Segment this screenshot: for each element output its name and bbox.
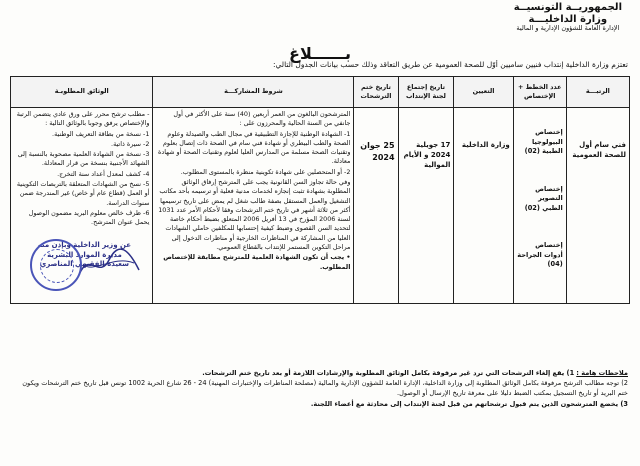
- header-conditions: شروط المشاركـــة: [153, 77, 354, 108]
- header-committee-date: تاريخ إجتماع لجنة الإنتداب: [398, 77, 454, 108]
- cell-specialties: [513, 108, 566, 304]
- specialty-biology: إختصاص البيولوجيا الطبية (02): [524, 128, 563, 156]
- notes-title: ملاحظات هامة :: [576, 369, 628, 377]
- signature-line: مديرة الموارد البشرية: [47, 250, 122, 259]
- cell-assignment: [454, 108, 513, 304]
- signature-line: سعيدة الفقيهي المناصري: [39, 260, 130, 269]
- notes-section: [12, 368, 628, 409]
- committee-date-text: 17 جويلية 2024 و الأيام الموالية: [403, 141, 451, 170]
- official-seal-icon: [30, 239, 82, 291]
- notes-line: [12, 368, 628, 378]
- intro-text: تعتزم وزارة الداخلية إنتداب فنيين ساميين أوّل للصحة العمومية عن طريق التعاقد وذلك حسب بيانات الجدول التالي:: [273, 60, 628, 69]
- condition-item: 2- أو المتحصلين على شهادة تكوينية منظرة بالمستوى المطلوب.: [180, 167, 351, 176]
- document-item: 2- سيرة ذاتية.: [111, 139, 150, 148]
- specialty-surgical-tools: إختصاص أدوات الجراحة (04): [517, 241, 563, 269]
- condition-item: • يجب أن تكون الشهادة العلمية للمترشح مطابقة للإختصاص المطلوب.: [163, 253, 351, 271]
- table-header-row: [11, 77, 630, 108]
- header-rank: الرتبـــة: [566, 77, 629, 108]
- handwritten-signature: [74, 245, 144, 285]
- signature-line: عن وزير الداخلية وبإذن منه: [37, 241, 132, 250]
- document-item: - مطلب ترشح محرر على ورق عادي يتضمن الرتبة والإختصاص يرفق وجوبا بالوثائق التالية :: [16, 110, 150, 128]
- specialty-imaging: إختصاص التصوير الطبي (02): [524, 184, 563, 212]
- ministry-name: وزارة الداخليـــة: [528, 13, 608, 25]
- signature-block: [14, 235, 149, 301]
- republic-name: الجمهوريــة التونسيــة: [513, 2, 622, 13]
- cell-deadline: [354, 108, 398, 304]
- page-title: بــــــلاغ: [289, 44, 351, 63]
- document-item: 6- ظرف خالص معلوم البريد مضمون الوصول يحمل عنوان المترشح.: [28, 208, 150, 227]
- header-specialty: عدد الخطط + الإختصاص: [513, 77, 566, 108]
- condition-item: وفي حالة تجاوز السن القانونية يجب على المترشح إرفاق الوثائق المطلوبة بشهادة تثبت إنجازه لخدمات مدنية فعلية أو ترسيمه بأحد مكاتب التشغيل والعمل المستقل بصفة طالب شغل لم يمض على تاريخ ترسيمها أكثر من ثلاثة أشهر في تاريخ ختم الترشحات وفقا لأحكام الأمر عدد 1031 لسنة 2006 المؤرخ في 13 أفريل 2006 المتعلق بضبط أحكام خاصة لتحديد السن القصوى وضبط كيفية إحتسابها للمكلفين حاملي الشهادات العليا من المشاركة في المناظرات الخارجية أو مناظرات الدخول إلى مراحل التكوين المستمر للإنتداب بالقطاع العمومي.: [158, 177, 351, 251]
- header-assignment: التعيين: [454, 77, 513, 108]
- header-deadline: تاريخ ختم الترشحات: [354, 77, 398, 108]
- document-item: 4- كشف لمعدل أعداد سنة التخرج.: [57, 169, 150, 178]
- document-item: 3- نسخة من الشهادة العلمية مصحوبة بالنسبة إلى الشهائد الأجنبية بنسخة من قرار المعادلة.: [17, 150, 150, 168]
- note-item: 3) يخضع المترشحون الذين يتم قبول ترشحاتهم من قبل لجنة الإنتداب إلى محادثة مع أعضاء اللجنة.: [310, 399, 628, 408]
- cell-documents: [11, 108, 153, 304]
- rank-text: فني سام أول للصحة العمومية: [572, 141, 626, 160]
- cell-rank: [566, 108, 629, 304]
- note-item: 2) توجه مطالب الترشح مرفوقة بكامل الوثائق المطلوبة إلى وزارة الداخلية، الإدارة العامة للشؤون الإدارية والمالية (مصلحة المناظرات والإختبارات المهنية) 24 - 26 شارع الحرية 1002 تونس قبل تاريخ ختم الترشحات ويكون ختم البريد أو تاريخ التسجيل بمكتب الضبط دليلا على معرفة تاريخ الإرسال أو الوصول.: [22, 379, 628, 398]
- document-item: 5- نسخ من الشهادات المتعلقة بالتربصات التكوينية أو العمل (قطاع عام أو خاص) غير المندرجة ضمن سنوات الدراسة.: [16, 179, 150, 207]
- condition-item: 1- الشهادة الوطنية للإجازة التطبيقية في مجال الطب والصيدلة وعلوم الصحة والطب البيطري أو شهادة فني سام في الصحة ذات إتصال بعلوم وتقنيات الصحة مسلمة من المدارس العليا لعلوم وتقنيات الصحة أو شهادة معادلة.: [158, 129, 351, 166]
- note-item: 1) يقع إلغاء الترشحات التي ترد غير مرفوقة بكامل الوثائق المطلوبة والإرشادات اللازمة أو بعد تاريخ ختم الترشحات.: [202, 369, 575, 377]
- letterhead: [514, 2, 622, 32]
- cell-conditions: [153, 108, 354, 304]
- header-documents: الوثائق المطلوبـة: [11, 77, 153, 108]
- deadline-text: 25 جوان 2024: [360, 141, 395, 162]
- document-item: 1- نسخة من بطاقة التعريف الوطنية.: [52, 129, 150, 138]
- recruitment-table: [10, 76, 630, 304]
- table-row: [11, 108, 630, 304]
- condition-item: المترشحون البالغون من العمر أربعين (40) سنة على الأكثر في أول جانفي من السنة الحالية والمحرزون على :: [173, 110, 351, 128]
- directorate-name: الإدارة العامة للشؤون الإدارية و المالية: [516, 24, 620, 32]
- cell-committee-date: [398, 108, 454, 304]
- assignment-text: وزارة الداخلية: [461, 141, 510, 149]
